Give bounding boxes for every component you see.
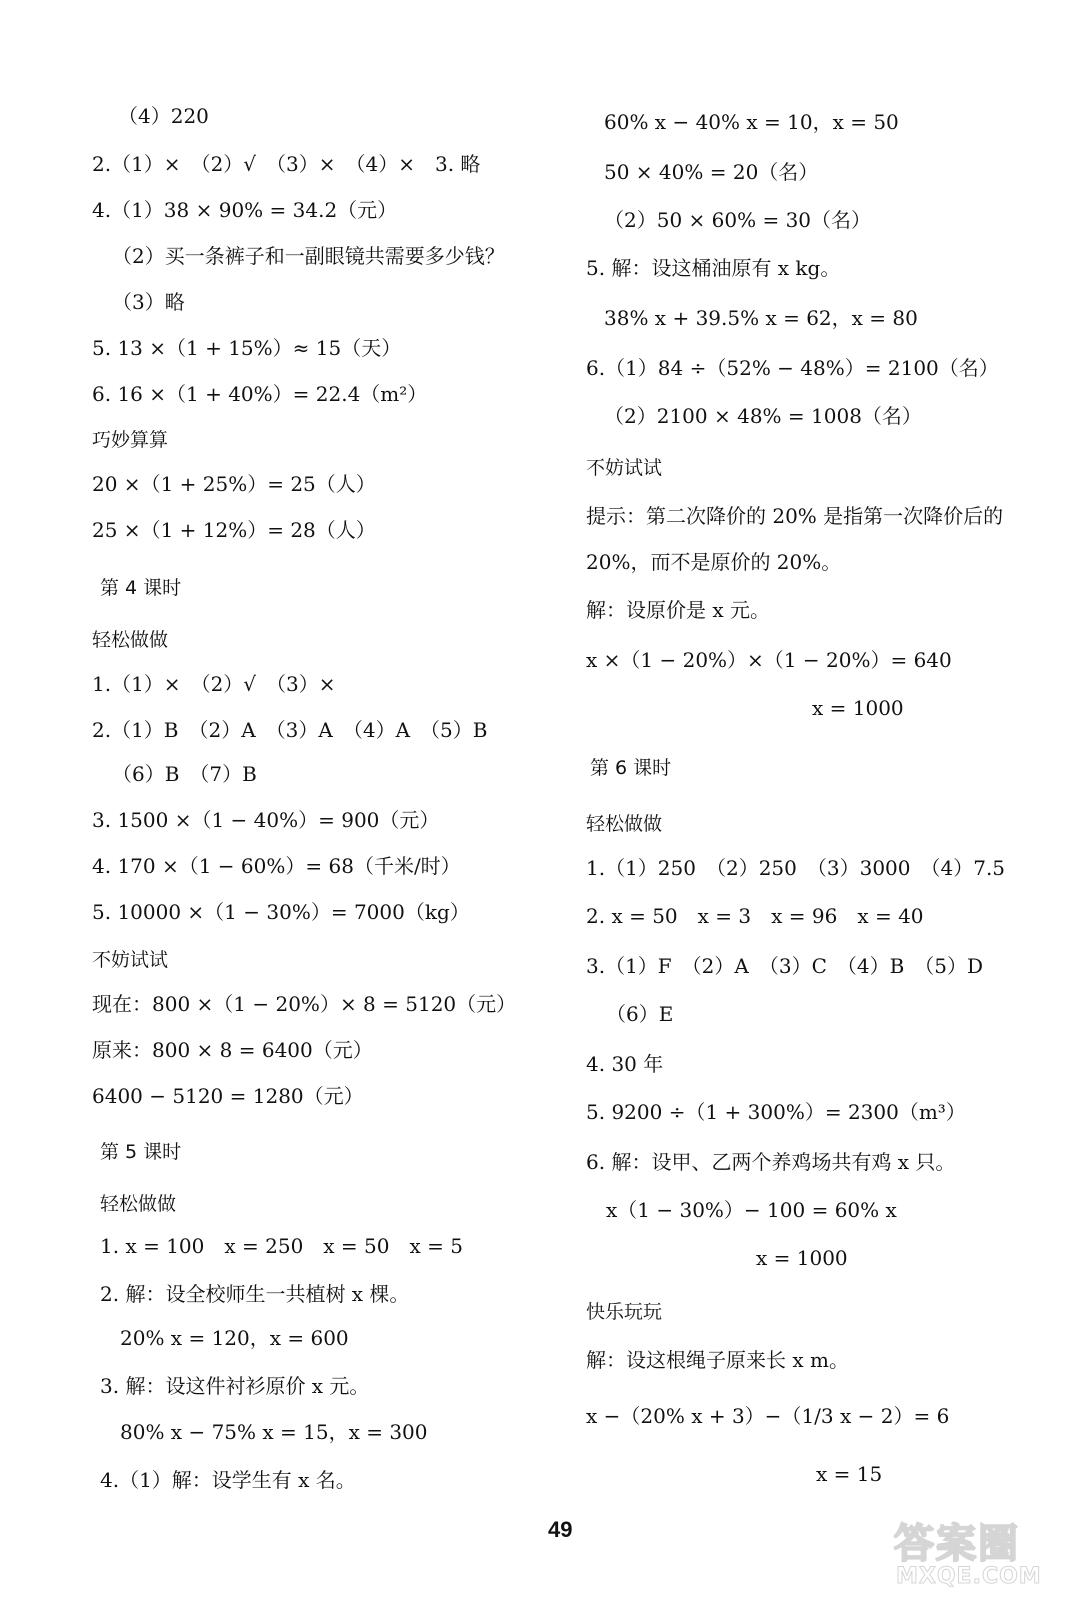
answer-line: （2）50 × 60% = 30（名） [604,208,872,232]
answer-line: 6. 16 ×（1 + 40%）= 22.4（m²） [92,382,428,406]
section-heading: 巧妙算算 [92,429,169,451]
watermark-logo-text: 答案圈 [894,1521,1020,1567]
lesson-heading: 第 6 课时 [590,757,672,779]
answer-line: 3. 1500 ×（1 − 40%）= 900（元） [92,808,440,832]
answer-line: 1.（1）250 （2）250 （3）3000 （4）7.5 [586,856,1006,880]
answer-line: 解：设这根绳子原来长 x m。 [586,1348,849,1372]
answer-line: 50 × 40% = 20（名） [604,160,819,184]
answer-line: 20% x = 120，x = 600 [120,1326,349,1350]
answer-line: 2. x = 50 x = 3 x = 96 x = 40 [586,904,924,928]
answer-line: 2. 解：设全校师生一共植树 x 棵。 [100,1282,410,1306]
answer-line: x = 1000 [812,696,904,720]
answer-line: x = 1000 [756,1246,848,1270]
answer-line: 2.（1）B （2）A （3）A （4）A （5）B [92,718,488,742]
answer-line: 60% x − 40% x = 10，x = 50 [604,110,899,134]
answer-line: x（1 − 30%）− 100 = 60% x [606,1198,897,1222]
answer-line: x −（20% x + 3）−（1/3 x − 2）= 6 [586,1404,950,1428]
answer-line: （4）220 [118,104,209,128]
answer-line: 原来：800 × 8 = 6400（元） [92,1038,373,1062]
answer-line: （3）略 [112,290,185,314]
answer-line: 1. x = 100 x = 250 x = 50 x = 5 [100,1234,463,1258]
answer-line: 5. 9200 ÷（1 + 300%）= 2300（m³） [586,1100,966,1124]
lesson-heading: 第 5 课时 [100,1141,182,1163]
answer-line: x ×（1 − 20%）×（1 − 20%）= 640 [586,648,952,672]
answer-line: 提示：第二次降价的 20% 是指第一次降价后的 [586,504,1004,528]
section-heading: 轻松做做 [586,813,663,835]
answer-line: 6. 解：设甲、乙两个养鸡场共有鸡 x 只。 [586,1150,956,1174]
answer-line: 5. 解：设这桶油原有 x kg。 [586,256,841,280]
watermark [894,1512,1064,1592]
section-heading: 不妨试试 [586,457,663,479]
answer-line: 6.（1）84 ÷（52% − 48%）= 2100（名） [586,356,999,380]
answer-line: 4. 30 年 [586,1052,664,1076]
answer-line: （2）买一条裤子和一副眼镜共需要多少钱？ [112,244,505,268]
answer-line: 80% x − 75% x = 15，x = 300 [120,1420,428,1444]
section-heading: 快乐玩玩 [586,1301,663,1323]
answer-line: 现在：800 ×（1 − 20%）× 8 = 5120（元） [92,992,517,1016]
answer-line: 4. 170 ×（1 − 60%）= 68（千米/时） [92,854,461,878]
lesson-heading: 第 4 课时 [100,577,182,599]
section-heading: 不妨试试 [92,949,169,971]
answer-line: （6）B （7）B [112,762,257,786]
page-number: 49 [548,1517,573,1542]
answer-line: 3.（1）F （2）A （3）C （4）B （5）D [586,954,984,978]
section-heading: 轻松做做 [100,1193,177,1215]
answer-line: 20 ×（1 + 25%）= 25（人） [92,472,376,496]
answer-line: 20%，而不是原价的 20%。 [586,550,842,574]
answer-line: （6）E [606,1002,674,1026]
answer-line: 25 ×（1 + 12%）= 28（人） [92,518,376,542]
watermark-url: MXQE.COM [896,1564,1042,1589]
answer-line: 4.（1）38 × 90% = 34.2（元） [92,198,398,222]
answer-line: 5. 10000 ×（1 − 30%）= 7000（kg） [92,900,470,924]
answer-line: 4.（1）解：设学生有 x 名。 [100,1468,356,1492]
answer-line: 解：设原价是 x 元。 [586,598,770,622]
answer-line: 5. 13 ×（1 + 15%）≈ 15（天） [92,336,402,360]
answer-line: 2.（1）× （2）√ （3）× （4）× 3. 略 [92,152,481,176]
answer-line: 38% x + 39.5% x = 62，x = 80 [604,306,918,330]
section-heading: 轻松做做 [92,629,169,651]
answer-line: 3. 解：设这件衬衫原价 x 元。 [100,1374,370,1398]
answer-line: 1.（1）× （2）√ （3）× [92,672,336,696]
answer-line: 6400 − 5120 = 1280（元） [92,1084,364,1108]
answer-line: x = 15 [816,1462,883,1486]
answer-line: （2）2100 × 48% = 1008（名） [604,404,922,428]
